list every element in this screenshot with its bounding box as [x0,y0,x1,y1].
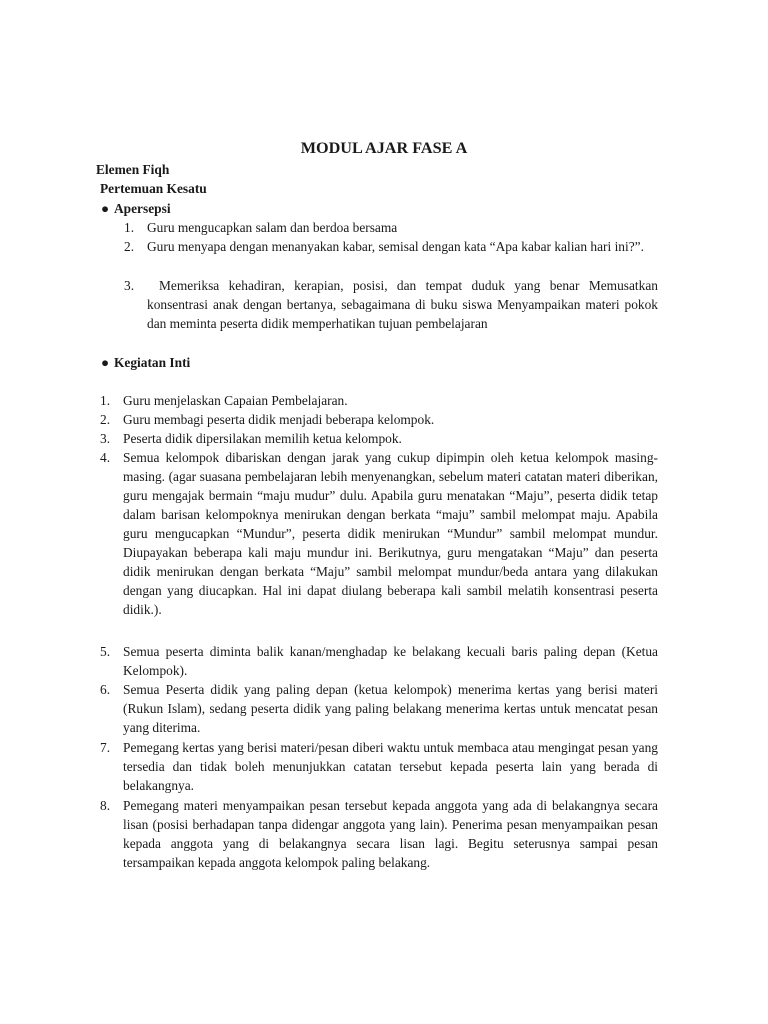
apersepsi-item-text: Guru mengucapkan salam dan berdoa bersama [147,220,398,235]
apersepsi-item-number: 2. [124,239,135,254]
kegiatan-item-number: 3. [100,431,111,446]
kegiatan-inti-heading [101,353,190,372]
document-title: MODUL AJAR FASE A [300,139,468,157]
kegiatan-item-number: 4. [100,450,111,465]
apersepsi-item-text: Guru menyapa dengan menanyakan kabar, semisal dengan kata “Apa kabar kalian hari ini?”. [147,239,644,254]
kegiatan-item-number: 7. [100,740,111,755]
kegiatan-item-text: Semua kelompok dibariskan dengan jarak yang cukup dipimpin oleh ketua kelompok masing-masing. (agar suasana pembelajaran lebih menyenangkan, sebelum materi catatan materi diberikan, guru mengajak bermain “maju mudur” dulu. Apabila guru menatakan “Maju”, peserta didik tetap dalam barisan kelompoknya menirukan dengan berkata “maju” sambil melompat maju. Apabila guru mengucapkan “Mundur”, peserta didik menirukan “Mundur” sambil melompat mundur. Diupayakan beberapa kali maju mundur ini. Berikutnya, guru mengatakan “Maju” dan peserta didik menirukan dengan berkata “Maju” sambil melompat mundur/beda antara yang dilakukan dengan yang diucapkan. Hal ini dapat diulang beberapa kali sambil melatih konsentrasi peserta didik.). [123,450,658,617]
kegiatan-item-number: 5. [100,644,111,659]
kegiatan-item-number: 6. [100,682,111,697]
bullet-icon: ● [101,355,110,370]
bullet-icon: ● [101,201,110,216]
kegiatan-inti-heading-text: Kegiatan Inti [114,355,191,370]
kegiatan-item-text: Guru membagi peserta didik menjadi beberapa kelompok. [123,412,435,427]
kegiatan-item-text: Pemegang materi menyampaikan pesan tersebut kepada anggota yang ada di belakangnya secara lisan (posisi berhadapan tanpa didengar anggota yang lain). Penerima pesan menyampaikan pesan kepada anggota yang di belakangnya secara lisan lagi. Begitu seterusnya sampai pesan tersampaikan kepada anggota kelompok paling belakang. [123,798,658,870]
kegiatan-item-text: Peserta didik dipersilakan memilih ketua kelompok. [123,431,402,446]
apersepsi-item-text: Memeriksa kehadiran, kerapian, posisi, dan tempat duduk yang benar Memusatkan konsentrasi anak dengan bertanya, sebagaimana di buku siswa Menyampaikan materi pokok dan meminta peserta didik memperhatikan tujuan pembelajaran [147,278,658,331]
kegiatan-item-number: 1. [100,393,111,408]
kegiatan-item-text: Pemegang kertas yang berisi materi/pesan diberi waktu untuk membaca atau mengingat pesan yang tersedia dan tidak boleh menunjukkan catatan tersebut kepada peserta lain yang berada di belakangnya. [123,740,658,793]
kegiatan-item-text: Semua Peserta didik yang paling depan (ketua kelompok) menerima kertas yang berisi materi (Rukun Islam), sedang peserta didik yang paling belakang menerima kertas untuk mencatat pesan yang diterima. [123,682,658,735]
apersepsi-heading-text: Apersepsi [114,201,171,216]
meeting-label: Pertemuan Kesatu [100,181,207,196]
kegiatan-item-number: 8. [100,798,111,813]
element-label: Elemen Fiqh [96,162,170,177]
kegiatan-item-text: Guru menjelaskan Capaian Pembelajaran. [123,393,348,408]
apersepsi-item-number: 1. [124,220,135,235]
kegiatan-item-number: 2. [100,412,111,427]
kegiatan-item-text: Semua peserta diminta balik kanan/menghadap ke belakang kecuali baris paling depan (Ketua Kelompok). [123,644,658,678]
apersepsi-item-number: 3. [124,278,135,293]
apersepsi-heading [101,199,171,218]
